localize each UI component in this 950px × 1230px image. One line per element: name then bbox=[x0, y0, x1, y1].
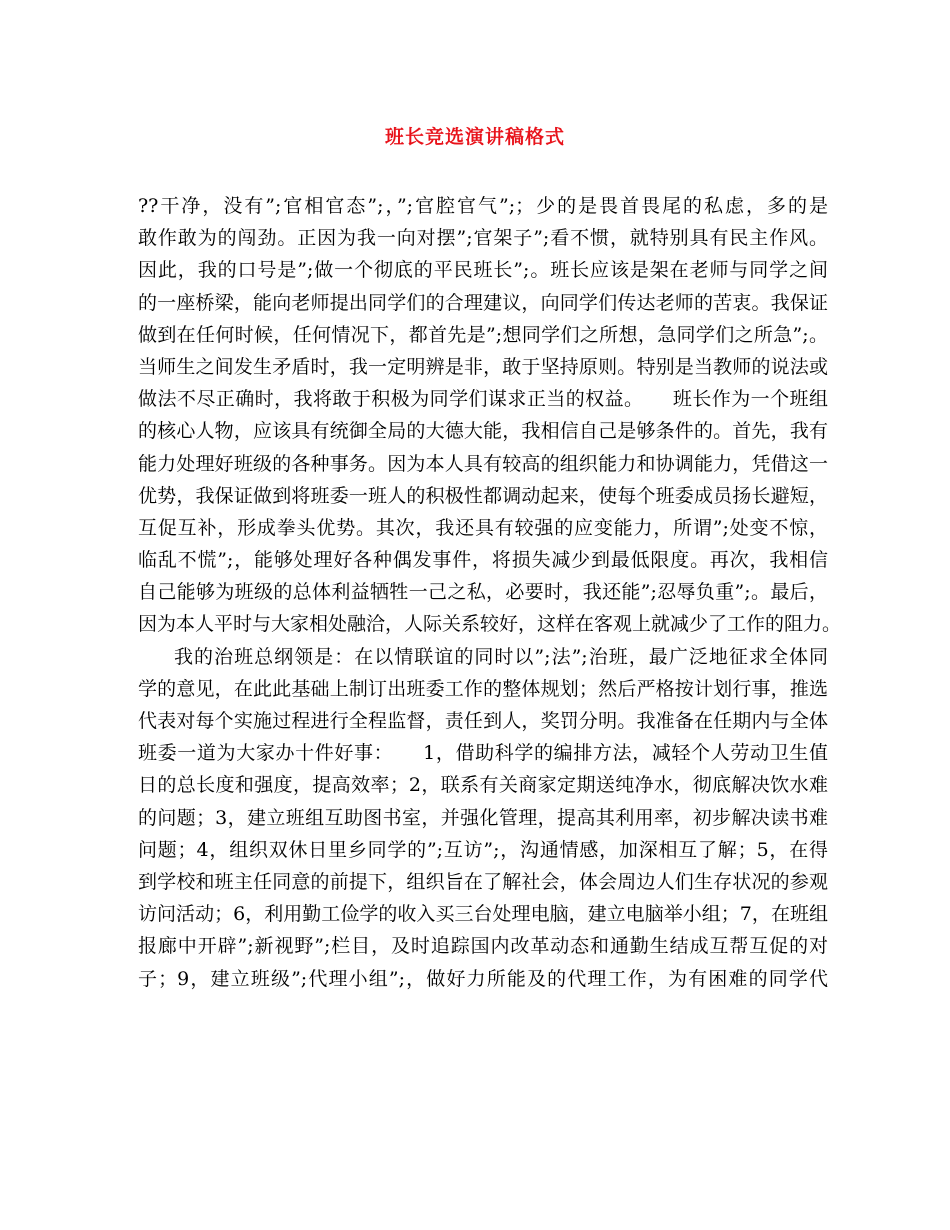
text-line: 临乱不慌”;，能够处理好各种偶发事件，将损失减少到最低限度。再次，我相信 bbox=[138, 549, 828, 572]
text-line: 做到在任何时候，任何情况下，都首先是”;想同学们之所想，急同学们之所急”;。 bbox=[138, 323, 828, 346]
text-line: 问题；4，组织双休日里乡同学的”;互访”;，沟通情感，加深相互了解；5，在得 bbox=[138, 838, 828, 861]
text-line: 的核心人物，应该具有统御全局的大德大能，我相信自己是够条件的。首先，我有 bbox=[138, 420, 828, 443]
text-line: 自己能够为班级的总体利益牺牲一己之私，必要时，我还能”;忍辱负重”;。最后， bbox=[138, 581, 828, 604]
text-line: 班委一道为大家办十件好事： 1，借助科学的编排方法，减轻个人劳动卫生值 bbox=[138, 742, 828, 765]
text-line: 代表对每个实施过程进行全程监督，责任到人，奖罚分明。我准备在任期内与全体 bbox=[138, 710, 828, 732]
text-line: 访问活动；6，利用勤工俭学的收入买三台处理电脑，建立电脑举小组；7，在班组 bbox=[138, 903, 828, 926]
text-line: 日的总长度和强度，提高效率；2，联系有关商家定期送纯净水，彻底解决饮水难 bbox=[138, 774, 828, 797]
text-line: ??干净，没有”;官相官态”;，”;官腔官气”;；少的是畏首畏尾的私虑，多的是 bbox=[138, 195, 828, 217]
text-line: 因此，我的口号是”;做一个彻底的平民班长”;。班长应该是架在老师与同学之间 bbox=[138, 259, 828, 282]
text-line: 到学校和班主任同意的前提下，组织旨在了解社会，体会周边人们生存状况的参观 bbox=[138, 870, 828, 893]
text-line: 能力处理好班级的各种事务。因为本人具有较高的组织能力和协调能力，凭借这一 bbox=[138, 452, 828, 475]
text-line: 优势，我保证做到将班委一班人的积极性都调动起来，使每个班委成员扬长避短， bbox=[138, 484, 828, 507]
text-line: 当师生之间发生矛盾时，我一定明辨是非，敢于坚持原则。特别是当教师的说法或 bbox=[138, 355, 828, 378]
text-line: 学的意见，在此此基础上制订出班委工作的整体规划；然后严格按计划行事，推选 bbox=[138, 677, 828, 700]
document-title: 班长竞选演讲稿格式 bbox=[384, 126, 565, 148]
text-line: 我的治班总纲领是：在以情联谊的同时以”;法”;治班，最广泛地征求全体同 bbox=[174, 645, 828, 668]
text-line: 的一座桥梁，能向老师提出同学们的合理建议，向同学们传达老师的苦衷。我保证 bbox=[138, 291, 828, 314]
text-line: 的问题；3，建立班组互助图书室，并强化管理，提高其利用率，初步解决读书难 bbox=[138, 806, 828, 829]
text-line: 子；9，建立班级”;代理小组”;，做好力所能及的代理工作，为有困难的同学代 bbox=[138, 967, 828, 990]
text-line: 敢作敢为的闯劲。正因为我一向对摆”;官架子”;看不惯，就特别具有民主作风。 bbox=[138, 227, 828, 250]
document-body bbox=[138, 190, 842, 995]
text-line: 因为本人平时与大家相处融洽，人际关系较好，这样在客观上就减少了工作的阻力。 bbox=[138, 613, 842, 636]
text-line: 互促互补，形成拳头优势。其次，我还具有较强的应变能力，所谓”;处变不惊， bbox=[138, 516, 828, 539]
text-line: 报廊中开辟”;新视野”;栏目，及时追踪国内改革动态和通勤生结成互帮互促的对 bbox=[138, 935, 828, 958]
text-line: 做法不尽正确时，我将敢于积极为同学们谋求正当的权益。 班长作为一个班组 bbox=[138, 388, 828, 411]
